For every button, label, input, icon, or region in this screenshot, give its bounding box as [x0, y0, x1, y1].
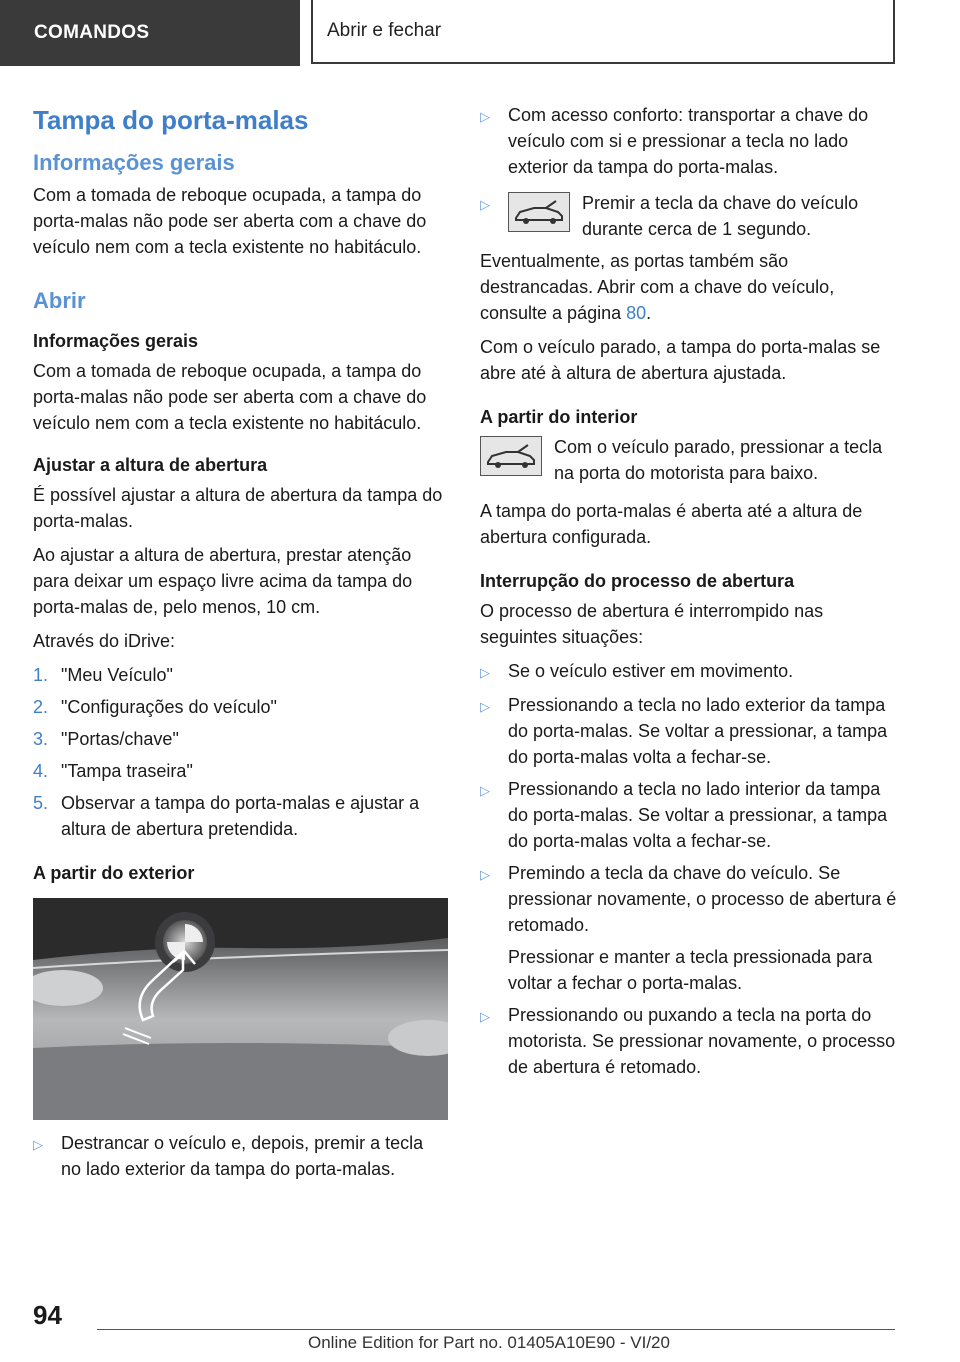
exterior-list: [33, 1130, 448, 1182]
paragraph-unlock-end: .: [646, 303, 652, 323]
footer-edition: Online Edition for Part no. 01405A10E90 - VI/20: [308, 1333, 670, 1352]
bullet-text: Premir a tecla da chave do veículo durante cerca de 1 segundo.: [582, 193, 859, 239]
car-tailgate-icon: [508, 192, 570, 232]
paragraph-interrupt: O processo de abertura é interrompido nas seguintes situações:: [480, 601, 824, 647]
step-number: 1.: [33, 665, 49, 685]
interrupt-list: [480, 658, 900, 1080]
heading-general-info: Informações gerais: [33, 150, 235, 175]
step-number: 2.: [33, 697, 49, 717]
paragraph-unlock-text: Eventualmente, as portas também são destrancadas. Abrir com a chave do veículo, consulte a página: [480, 251, 835, 323]
step-text: "Portas/chave": [61, 729, 179, 749]
step-number: 5.: [33, 793, 49, 813]
list-item: [480, 102, 900, 180]
header-subsection-label: Abrir e fechar: [311, 0, 895, 64]
list-item: [480, 1002, 900, 1080]
idrive-steps-list: [33, 662, 448, 842]
interior-instruction: [480, 434, 900, 486]
paragraph-parked: Com o veículo parado, a tampa do porta-malas se abre até à altura de abertura ajustada.: [480, 337, 881, 383]
bullet-text: Com acesso conforto: transportar a chave do veículo com si e pressionar a tecla no lado exterior da tampa do porta-malas.: [508, 105, 869, 177]
car-tailgate-icon: [480, 436, 542, 476]
bullet-text: Pressionando ou puxando a tecla na porta do motorista. Se pressionar novamente, o processo de abertura é retomado.: [508, 1005, 896, 1077]
paragraph-height-1: É possível ajustar a altura de abertura da tampa do porta-malas.: [33, 485, 443, 531]
bullet-text: Destrancar o veículo e, depois, premir a tecla no lado exterior da tampa do porta-malas.: [61, 1133, 424, 1179]
subheading-exterior: A partir do exterior: [33, 863, 195, 883]
page-title: Tampa do porta-malas: [33, 105, 309, 135]
bullet-text: Se o veículo estiver em movimento.: [508, 661, 794, 681]
paragraph-idrive: Através do iDrive:: [33, 631, 176, 651]
list-item: [33, 1130, 448, 1182]
subheading-interrupt: Interrupção do processo de abertura: [480, 571, 795, 591]
interior-text: Com o veículo parado, pressionar a tecla na porta do motorista para baixo.: [554, 437, 883, 483]
tailgate-button-photo: [33, 898, 448, 1120]
exterior-options-list: [480, 102, 900, 242]
bullet-text: Premindo a tecla da chave do veículo. Se pressionar novamente, o processo de abertura é retomado.: [508, 863, 897, 935]
heading-open: Abrir: [33, 288, 86, 313]
list-item: [480, 776, 900, 854]
triangle-right-icon: ▷: [480, 783, 490, 798]
triangle-right-icon: ▷: [33, 1137, 43, 1152]
bullet-text: Pressionando a tecla no lado interior da tampa do porta-malas. Se voltar a pressionar, a tampa do porta-malas volta a fechar-se.: [508, 779, 888, 851]
triangle-right-icon: ▷: [480, 1009, 490, 1024]
footer-divider: [97, 1329, 895, 1330]
paragraph-unlock: [480, 248, 900, 326]
list-item: [480, 190, 900, 242]
bullet-text: Pressionando a tecla no lado exterior da tampa do porta-malas. Se voltar a pressionar, a tampa do porta-malas volta a fechar-se.: [508, 695, 888, 767]
page-reference-link[interactable]: 80: [626, 303, 647, 323]
paragraph-configured: A tampa do porta-malas é aberta até a altura de abertura configurada.: [480, 501, 863, 547]
page-number: 94: [33, 1300, 62, 1330]
paragraph-open-general: Com a tomada de reboque ocupada, a tampa do porta-malas não pode ser aberta com a chave do veículo nem com a tecla existente no habitáculo.: [33, 361, 427, 433]
list-item: [480, 658, 900, 686]
paragraph-height-2: Ao ajustar a altura de abertura, prestar atenção para deixar um espaço livre acima da tampa do porta-malas de, pelo menos, 10 cm.: [33, 545, 413, 617]
list-item: [33, 790, 448, 842]
list-item: [480, 860, 900, 996]
step-number: 3.: [33, 729, 49, 749]
triangle-right-icon: ▷: [480, 867, 490, 882]
triangle-right-icon: ▷: [480, 665, 490, 680]
hold-text: Pressionar e manter a tecla pressionada para voltar a fechar o porta-malas.: [508, 947, 873, 993]
step-text: Observar a tampa do porta-malas e ajustar a altura de abertura pretendida.: [61, 793, 420, 839]
step-text: "Tampa traseira": [61, 761, 193, 781]
list-item: [33, 726, 448, 752]
list-item: [480, 692, 900, 770]
step-number: 4.: [33, 761, 49, 781]
subheading-interior: A partir do interior: [480, 407, 638, 427]
subheading-general-info: Informações gerais: [33, 331, 199, 351]
right-column: [480, 102, 900, 1086]
list-item: [33, 758, 448, 784]
triangle-right-icon: ▷: [480, 109, 490, 124]
list-item: [33, 662, 448, 688]
subheading-adjust-height: Ajustar a altura de abertura: [33, 455, 268, 475]
paragraph-general-info: Com a tomada de reboque ocupada, a tampa do porta-malas não pode ser aberta com a chave do veículo nem com a tecla existente no habitáculo.: [33, 185, 427, 257]
header-section-label: COMANDOS: [0, 0, 300, 66]
list-item: [33, 694, 448, 720]
left-column: [33, 100, 448, 1188]
triangle-right-icon: ▷: [480, 699, 490, 714]
step-text: "Meu Veículo": [61, 665, 173, 685]
triangle-right-icon: ▷: [480, 197, 490, 212]
step-text: "Configurações do veículo": [61, 697, 277, 717]
